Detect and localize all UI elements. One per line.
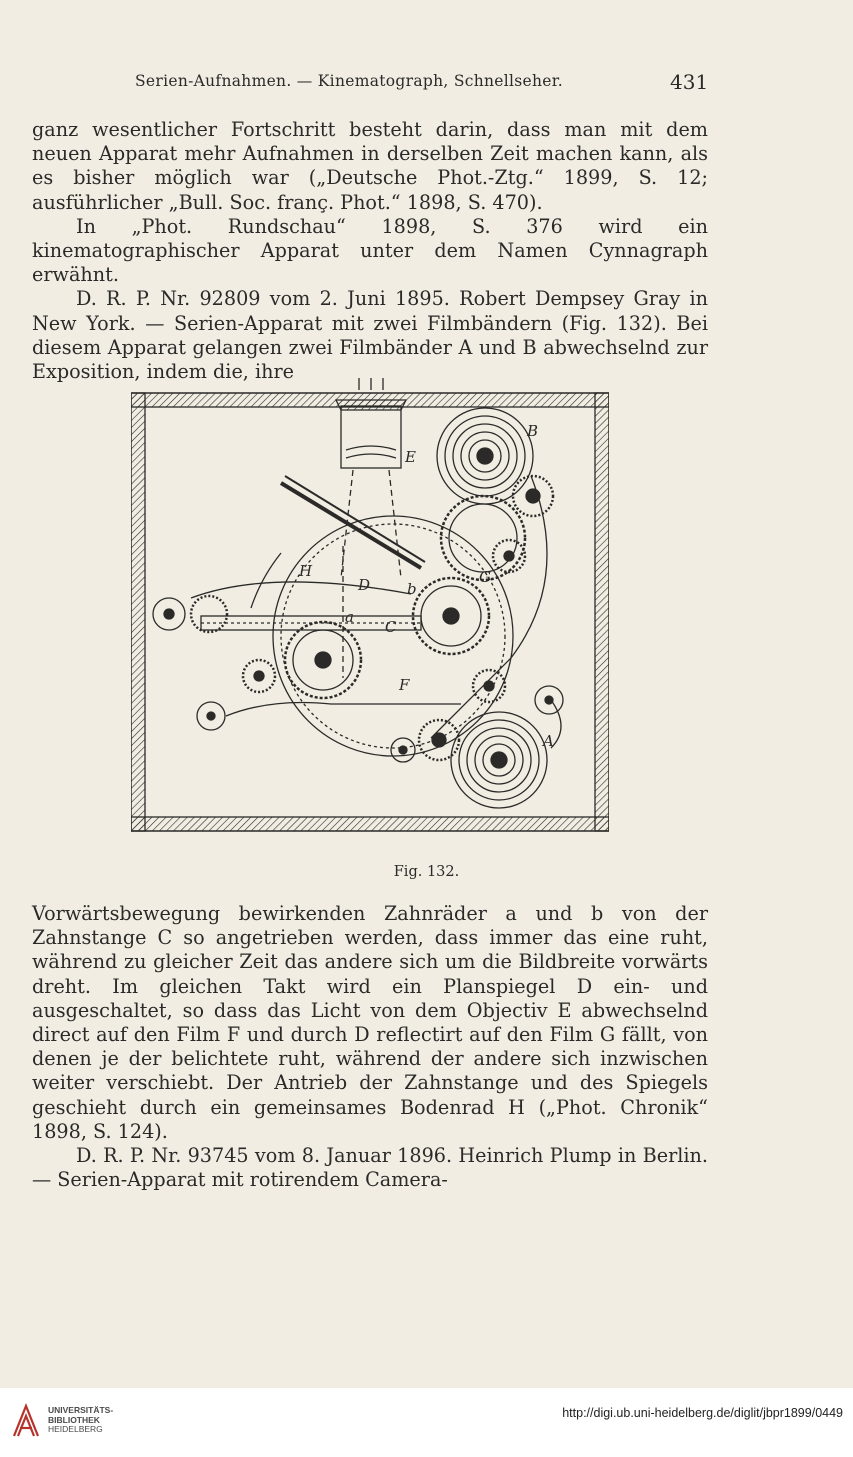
sprocket-lower-right: [473, 670, 505, 702]
page-footer: [0, 1388, 853, 1457]
label-a-gear: a: [345, 608, 354, 626]
label-e: E: [405, 448, 416, 466]
film-spool-b: [437, 408, 533, 504]
paragraph: D. R. P. Nr. 92809 vom 2. Juni 1895. Robert Dempsey Gray in New York. — Serien-Apparat mit zwei Filmbändern (Fig. 132). Bei diesem Apparat gelangen zwei Filmbänder A und B abwechselnd zur Exposition, indem die, ihre: [32, 287, 708, 384]
pulley-left: [153, 596, 227, 632]
objective-lens: [341, 406, 401, 468]
paragraph: D. R. P. Nr. 93745 vom 8. Januar 1896. Heinrich Plump in Berlin. — Serien-Apparat mit rotirendem Camera-: [32, 1144, 708, 1192]
film-apparatus-diagram: [131, 378, 609, 833]
figure-engraving: [131, 378, 609, 833]
source-url-link[interactable]: http://digi.ub.uni-heidelberg.de/diglit/jbpr1899/0449: [562, 1406, 843, 1420]
running-title: Serien-Aufnahmen. — Kinematograph, Schnellseher.: [135, 72, 563, 90]
gear-b: [413, 578, 489, 654]
label-c: C: [385, 618, 397, 636]
paragraph: In „Phot. Rundschau“ 1898, S. 376 wird ein kinematographischer Apparat unter dem Namen Cynnagraph erwähnt.: [32, 214, 708, 287]
paragraph: Vorwärtsbewegung bewirkenden Zahnräder a und b von der Zahnstange C so angetrieben werden, dass immer das eine ruht, während zu gleicher Zeit das andere sich um die Bildbreite vorwärts dreht. Im gleichen Takt wird ein Planspiegel D ein- und ausgeschaltet, so dass das Licht von dem Objectiv E abwechselnd direct auf den Film F und durch D reflectirt auf den Film G fällt, von denen je der belichtete ruht, während der andere sich inzwischen weiter verschiebt. Der Antrieb der Zahnstange und des Spiegels geschieht durch ein gemeinsames Bodenrad H („Phot. Chronik“ 1898, S. 124).: [32, 902, 708, 1143]
sprocket-left: [243, 660, 275, 692]
label-d: D: [358, 576, 371, 594]
library-logo-icon: [10, 1402, 42, 1438]
label-f: F: [399, 676, 410, 694]
case-outline: [131, 393, 609, 831]
page-number: 431: [670, 70, 709, 94]
label-h: H: [299, 562, 313, 580]
mirror-arm: [281, 483, 421, 568]
film-spool-a: [451, 712, 547, 808]
body-text-top: [32, 118, 708, 384]
library-name: UNIVERSITÄTS- BIBLIOTHEK HEIDELBERG: [48, 1405, 114, 1434]
label-b-gear: b: [407, 580, 417, 598]
label-b-spool: B: [527, 422, 539, 440]
label-a-spool: A: [543, 732, 554, 750]
paragraph: ganz wesentlicher Fortschritt besteht darin, dass man mit dem neuen Apparat mehr Aufnahmen in derselben Zeit machen kann, als es bisher möglich war („Deutsche Phot.-Ztg.“ 1899, S. 12; ausführlicher „Bull. Soc. franç. Phot.“ 1898, S. 470).: [32, 118, 708, 214]
figure-caption: Fig. 132.: [393, 864, 460, 880]
gear-a: [285, 622, 361, 698]
label-g: G: [479, 568, 491, 586]
sprocket-g: [493, 540, 525, 572]
body-text-bottom: [32, 902, 708, 1192]
page-header: [0, 66, 853, 96]
